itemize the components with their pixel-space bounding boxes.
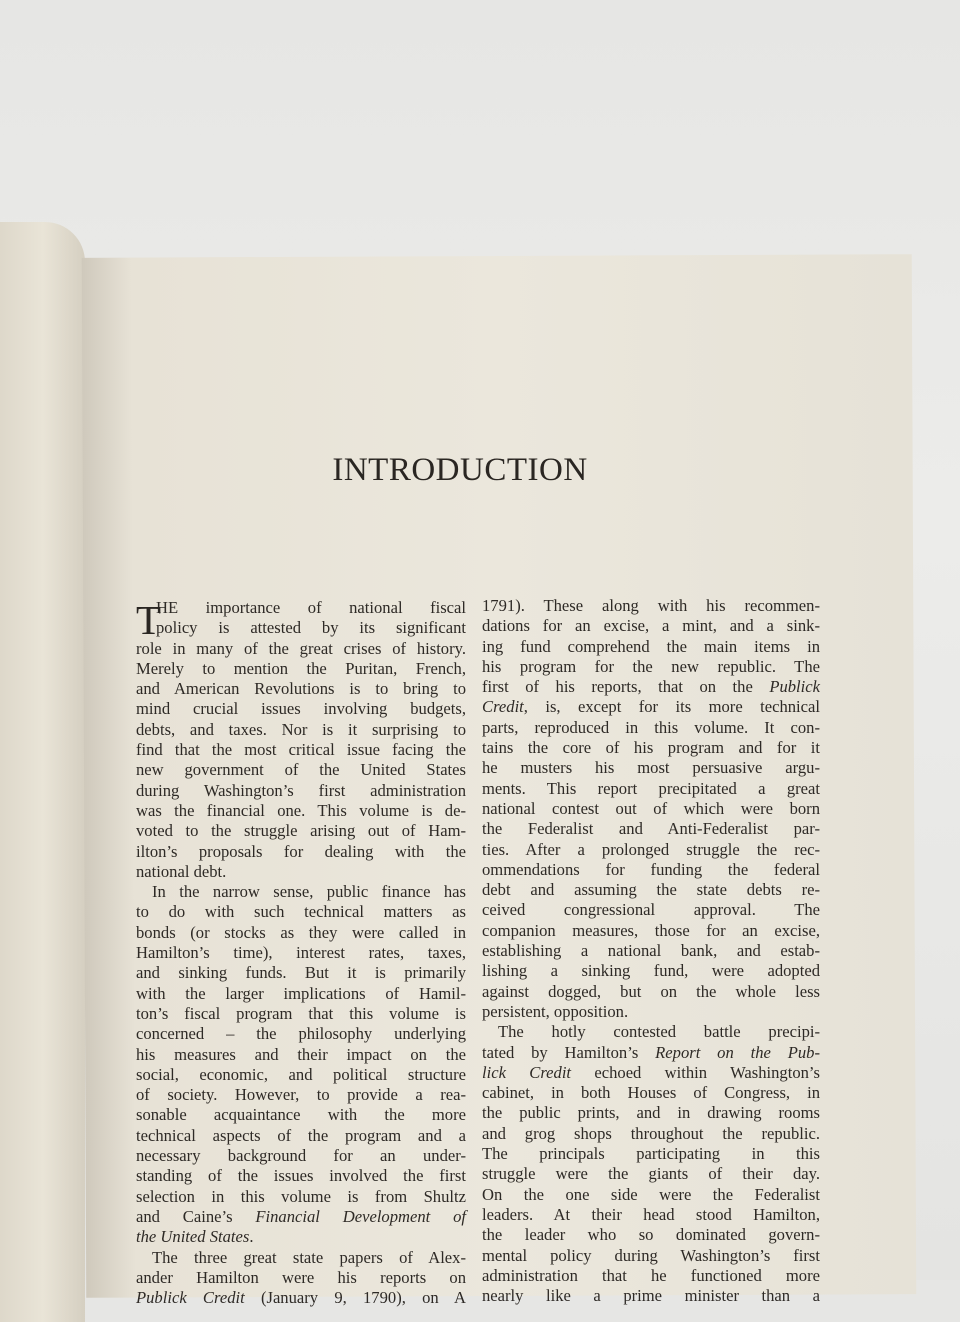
text-line: [136, 1207, 466, 1227]
text-segment: .: [249, 1227, 254, 1247]
text-line: his measures and their impact on the: [136, 1044, 466, 1064]
italic-text: Report on the Pub-: [655, 1042, 820, 1062]
text-line: was the financial one. This volume is de-: [136, 800, 466, 820]
text-line: the Federalist and Anti-Federalist par-: [482, 819, 820, 839]
text-line: social, economic, and political structure: [136, 1064, 466, 1084]
text-line: the public prints, and in drawing rooms: [482, 1103, 820, 1123]
text-line: the leader who so dominated govern-: [482, 1225, 820, 1245]
text-line: ander Hamilton were his reports on: [136, 1267, 466, 1287]
text-line: companion measures, those for an excise,: [482, 920, 820, 940]
text-line: nearly like a prime minister than a: [482, 1286, 820, 1306]
text-line: debt and assuming the state debts re-: [482, 880, 820, 900]
text-line: national contest out of which were born: [482, 798, 820, 818]
text-line: during Washington’s first administration: [136, 780, 466, 800]
text-line: [136, 1288, 466, 1308]
text-line: against dogged, but on the whole less: [482, 981, 820, 1001]
text-line: debts, and taxes. Nor is it surprising to: [136, 719, 466, 739]
text-line: leaders. At their head stood Hamilton,: [482, 1204, 820, 1224]
text-line: necessary background for an under-: [136, 1146, 466, 1166]
text-line: struggle were the giants of their day.: [482, 1164, 820, 1184]
text-line: selection in this volume is from Shultz: [136, 1186, 466, 1206]
text-line: cabinet, in both Houses of Congress, in: [482, 1083, 820, 1103]
italic-text: the United States: [136, 1227, 250, 1247]
text-line: administration that he functioned more: [482, 1265, 820, 1285]
right-text-column: [482, 596, 820, 1306]
text-line: concerned – the philosophy underlying: [136, 1024, 466, 1044]
text-line: he musters his most persuasive argu-: [482, 758, 820, 778]
text-line: role in many of the great crises of history.: [136, 638, 466, 658]
text-line: with the larger implications of Hamil-: [136, 983, 466, 1003]
text-line: The hotly contested battle precipi-: [498, 1022, 820, 1042]
text-line: tains the core of his program and for it: [482, 738, 820, 758]
text-line: establishing a national bank, and estab-: [482, 941, 820, 961]
text-line: bonds (or stocks as they were called in: [136, 922, 466, 942]
text-line: national debt.: [136, 861, 227, 881]
text-segment: first of his reports, that on the: [482, 677, 770, 697]
text-line: parts, reproduced in this volume. It con-: [482, 717, 820, 737]
text-line: sonable acquaintance with the more: [136, 1105, 466, 1125]
text-line: and sinking funds. But it is primarily: [136, 963, 466, 983]
text-line: ments. This report precipitated a great: [482, 778, 820, 798]
text-line: new government of the United States: [136, 760, 466, 780]
text-line: [136, 1227, 466, 1247]
text-line: and American Revolutions is to bring to: [136, 679, 466, 699]
text-line: ceived congressional approval. The: [482, 900, 820, 920]
text-line: ing fund comprehend the main items in: [482, 636, 820, 656]
text-line: [482, 697, 820, 717]
text-line: Merely to mention the Puritan, French,: [136, 658, 466, 678]
text-line: ommendations for funding the federal: [482, 859, 820, 879]
text-line: ilton’s proposals for dealing with the: [136, 841, 466, 861]
text-line: In the narrow sense, public finance has: [152, 882, 466, 902]
text-line: persistent, opposition.: [482, 1001, 629, 1021]
text-line: On the one side were the Federalist: [482, 1184, 820, 1204]
text-line: ties. After a prolonged struggle the rec-: [482, 839, 820, 859]
text-line: [482, 1043, 820, 1063]
text-line: ton’s fiscal program that this volume is: [136, 1003, 466, 1023]
left-book-page: [0, 222, 85, 1322]
text-line: Hamilton’s time), interest rates, taxes,: [136, 943, 466, 963]
text-line: The principals participating in this: [482, 1144, 820, 1164]
text-line: [482, 1063, 820, 1083]
text-line: [482, 677, 820, 697]
text-line: lishing a sinking fund, were adopted: [482, 961, 820, 981]
text-line: and grog shops throughout the republic.: [482, 1123, 820, 1143]
text-line: technical aspects of the program and a: [136, 1125, 466, 1145]
text-line: standing of the issues involved the first: [136, 1166, 466, 1186]
italic-text: lick Credit: [482, 1062, 572, 1082]
text-segment: and Caine’s: [136, 1206, 256, 1226]
page-title: INTRODUCTION: [332, 452, 588, 488]
text-line: policy is attested by its significant: [156, 618, 466, 638]
text-segment: (January 9, 1790), on A: [244, 1288, 467, 1308]
text-line: The three great state papers of Alex-: [152, 1247, 466, 1267]
text-line: his program for the new republic. The: [482, 656, 820, 676]
text-line: 1791). These along with his recommen-: [482, 596, 820, 615]
text-line: voted to the struggle arising out of Ham-: [136, 821, 466, 841]
text-line: find that the most critical issue facing the: [136, 740, 466, 760]
italic-text: Publick Credit: [136, 1288, 245, 1308]
italic-text: Publick: [769, 677, 820, 697]
text-line: HE importance of national fiscal: [156, 598, 466, 617]
italic-text: Financial Development of: [255, 1206, 467, 1226]
text-line: to do with such technical matters as: [136, 902, 466, 922]
text-segment: echoed within Washington’s: [571, 1062, 820, 1082]
text-line: dations for an excise, a mint, and a sink-: [482, 616, 820, 636]
text-line: mental policy during Washington’s first: [482, 1245, 820, 1265]
text-line: of society. However, to provide a rea-: [136, 1085, 466, 1105]
text-segment: , is, except for its more technical: [523, 697, 820, 717]
text-segment: tated by Hamilton’s: [482, 1042, 656, 1062]
drop-cap: T: [136, 597, 162, 643]
italic-text: Credit: [482, 697, 524, 717]
text-line: mind crucial issues involving budgets,: [136, 699, 466, 719]
left-text-column: [136, 597, 467, 1308]
